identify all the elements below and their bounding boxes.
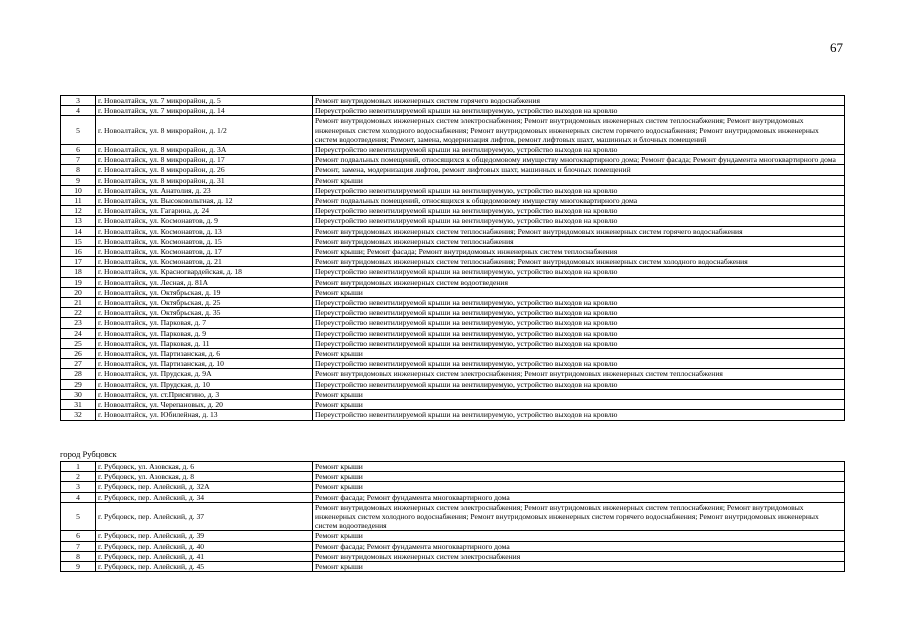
table-row bbox=[61, 277, 845, 287]
table-row bbox=[61, 106, 845, 116]
row-address: г. Новоалтайск, ул. 8 микрорайон, д. 3А bbox=[96, 145, 313, 155]
table-row bbox=[61, 492, 845, 502]
row-number: 3 bbox=[61, 96, 96, 106]
table-row bbox=[61, 531, 845, 541]
table-row bbox=[61, 400, 845, 410]
row-address: г. Новоалтайск, ул. Космонавтов, д. 21 bbox=[96, 257, 313, 267]
row-number: 24 bbox=[61, 328, 96, 338]
row-work: Ремонт крыши; Ремонт фасада; Ремонт внутридомовых инженерных систем теплоснабжения bbox=[313, 247, 845, 257]
row-number: 32 bbox=[61, 410, 96, 420]
section-title-rubtsovsk: город Рубцовск bbox=[60, 449, 117, 459]
table-row bbox=[61, 96, 845, 106]
row-number: 1 bbox=[61, 462, 96, 472]
row-address: г. Новоалтайск, ул. Партизанская, д. 10 bbox=[96, 359, 313, 369]
row-address: г. Новоалтайск, ул. 7 микрорайон, д. 14 bbox=[96, 106, 313, 116]
table-row bbox=[61, 298, 845, 308]
table-row bbox=[61, 379, 845, 389]
table-row bbox=[61, 185, 845, 195]
row-address: г. Новоалтайск, ул. Юбилейная, д. 13 bbox=[96, 410, 313, 420]
row-work: Переустройство невентилируемой крыши на вентилируемую, устройство выходов на кровлю bbox=[313, 267, 845, 277]
row-address: г. Новоалтайск, ул. Прудская, д. 10 bbox=[96, 379, 313, 389]
row-number: 8 bbox=[61, 165, 96, 175]
row-address: г. Новоалтайск, ул. 8 микрорайон, д. 31 bbox=[96, 175, 313, 185]
table-row bbox=[61, 165, 845, 175]
table-row bbox=[61, 257, 845, 267]
row-number: 11 bbox=[61, 196, 96, 206]
row-number: 28 bbox=[61, 369, 96, 379]
table-row bbox=[61, 226, 845, 236]
row-number: 6 bbox=[61, 145, 96, 155]
rubtsovsk-table-body bbox=[61, 462, 845, 572]
row-number: 14 bbox=[61, 226, 96, 236]
row-work: Ремонт внутридомовых инженерных систем теплоснабжения; Ремонт внутридомовых инженерных систем горячего водоснабжения bbox=[313, 226, 845, 236]
row-number: 30 bbox=[61, 389, 96, 399]
row-number: 17 bbox=[61, 257, 96, 267]
row-number: 26 bbox=[61, 349, 96, 359]
row-work: Ремонт внутридомовых инженерных систем электроснабжения; Ремонт внутридомовых инженерных систем теплоснабжения; Ремонт внутридомовых инженерных систем холодного водоснабжения; Ремонт внутридомовых инженерных систем горячего водоснабжения; Ремонт внутридомовых инженерных систем водоотведения bbox=[313, 502, 845, 531]
row-number: 20 bbox=[61, 287, 96, 297]
table-row bbox=[61, 389, 845, 399]
row-work: Ремонт крыши bbox=[313, 482, 845, 492]
row-work: Ремонт подвальных помещений, относящихся к общедомовому имуществу многоквартирного дома bbox=[313, 196, 845, 206]
table-row bbox=[61, 145, 845, 155]
row-number: 10 bbox=[61, 185, 96, 195]
table-row bbox=[61, 155, 845, 165]
table-row bbox=[61, 541, 845, 551]
table-row bbox=[61, 116, 845, 145]
row-address: г. Новоалтайск, ул. Черепановых, д. 20 bbox=[96, 400, 313, 410]
row-address: г. Новоалтайск, ул. Партизанская, д. 6 bbox=[96, 349, 313, 359]
row-number: 8 bbox=[61, 551, 96, 561]
row-address: г. Новоалтайск, ул. Анатолия, д. 23 bbox=[96, 185, 313, 195]
row-address: г. Рубцовск, пер. Алейский, д. 34 bbox=[96, 492, 313, 502]
table-row bbox=[61, 308, 845, 318]
table-row bbox=[61, 349, 845, 359]
novoaltaysk-table-body bbox=[61, 96, 845, 421]
row-address: г. Рубцовск, пер. Алейский, д. 39 bbox=[96, 531, 313, 541]
table-row bbox=[61, 482, 845, 492]
table-row bbox=[61, 410, 845, 420]
table-row bbox=[61, 196, 845, 206]
row-work: Ремонт подвальных помещений, относящихся к общедомовому имуществу многоквартирного дома; Ремонт фасада; Ремонт фундамента многоквартирного дома bbox=[313, 155, 845, 165]
row-address: г. Новоалтайск, ул. Гагарина, д. 24 bbox=[96, 206, 313, 216]
row-number: 7 bbox=[61, 541, 96, 551]
row-work: Переустройство невентилируемой крыши на вентилируемую, устройство выходов на кровлю bbox=[313, 318, 845, 328]
row-number: 29 bbox=[61, 379, 96, 389]
row-address: г. Новоалтайск, ул. Космонавтов, д. 9 bbox=[96, 216, 313, 226]
table-row bbox=[61, 247, 845, 257]
novoaltaysk-table bbox=[60, 95, 845, 421]
row-address: г. Рубцовск, ул. Азовская, д. 8 bbox=[96, 472, 313, 482]
row-address: г. Новоалтайск, ул. 8 микрорайон, д. 1/2 bbox=[96, 116, 313, 145]
row-work: Ремонт внутридомовых инженерных систем электроснабжения; Ремонт внутридомовых инженерных систем теплоснабжения; Ремонт внутридомовых инженерных систем холодного водоснабжения; Ремонт внутридомовых инженерных систем горячего водоснабжения; Ремонт внутридомовых инженерных систем водоотведения; Ремонт, замена, модернизация лифтов, ремонт лифтовых шахт, машинных и блочных помещений bbox=[313, 116, 845, 145]
row-address: г. Новоалтайск, ул. Высоковольтная, д. 12 bbox=[96, 196, 313, 206]
row-number: 25 bbox=[61, 338, 96, 348]
row-address: г. Новоалтайск, ул. Космонавтов, д. 13 bbox=[96, 226, 313, 236]
table-row bbox=[61, 216, 845, 226]
row-work: Ремонт крыши bbox=[313, 400, 845, 410]
table-row bbox=[61, 267, 845, 277]
row-number: 13 bbox=[61, 216, 96, 226]
table-row bbox=[61, 206, 845, 216]
table-row bbox=[61, 369, 845, 379]
row-number: 21 bbox=[61, 298, 96, 308]
table-row bbox=[61, 562, 845, 572]
row-address: г. Новоалтайск, ул. 8 микрорайон, д. 26 bbox=[96, 165, 313, 175]
row-number: 31 bbox=[61, 400, 96, 410]
row-work: Ремонт крыши bbox=[313, 389, 845, 399]
row-work: Ремонт внутридомовых инженерных систем горячего водоснабжения bbox=[313, 96, 845, 106]
row-work: Переустройство невентилируемой крыши на вентилируемую, устройство выходов на кровлю bbox=[313, 106, 845, 116]
row-work: Ремонт, замена, модернизация лифтов, ремонт лифтовых шахт, машинных и блочных помещений bbox=[313, 165, 845, 175]
row-address: г. Новоалтайск, ул. Парковая, д. 9 bbox=[96, 328, 313, 338]
row-number: 6 bbox=[61, 531, 96, 541]
row-address: г. Рубцовск, пер. Алейский, д. 40 bbox=[96, 541, 313, 551]
row-number: 9 bbox=[61, 562, 96, 572]
table-row bbox=[61, 462, 845, 472]
row-address: г. Новоалтайск, ул. Космонавтов, д. 17 bbox=[96, 247, 313, 257]
row-work: Переустройство невентилируемой крыши на вентилируемую, устройство выходов на кровлю bbox=[313, 410, 845, 420]
row-address: г. Новоалтайск, ул. Красногвардейская, д. 18 bbox=[96, 267, 313, 277]
row-work: Переустройство невентилируемой крыши на вентилируемую, устройство выходов на кровлю bbox=[313, 298, 845, 308]
row-number: 3 bbox=[61, 482, 96, 492]
table-row bbox=[61, 472, 845, 482]
table-row bbox=[61, 551, 845, 561]
row-number: 19 bbox=[61, 277, 96, 287]
row-work: Ремонт крыши bbox=[313, 287, 845, 297]
table-row bbox=[61, 359, 845, 369]
row-work: Ремонт внутридомовых инженерных систем электроснабжения bbox=[313, 551, 845, 561]
row-work: Ремонт крыши bbox=[313, 472, 845, 482]
row-work: Ремонт фасада; Ремонт фундамента многоквартирного дома bbox=[313, 492, 845, 502]
row-number: 2 bbox=[61, 472, 96, 482]
table-row bbox=[61, 236, 845, 246]
table-row bbox=[61, 318, 845, 328]
row-work: Ремонт внутридомовых инженерных систем электроснабжения; Ремонт внутридомовых инженерных систем теплоснабжения bbox=[313, 369, 845, 379]
row-address: г. Новоалтайск, ул. Парковая, д. 7 bbox=[96, 318, 313, 328]
row-address: г. Рубцовск, пер. Алейский, д. 41 bbox=[96, 551, 313, 561]
row-address: г. Рубцовск, пер. Алейский, д. 37 bbox=[96, 502, 313, 531]
row-number: 4 bbox=[61, 106, 96, 116]
row-number: 5 bbox=[61, 116, 96, 145]
row-address: г. Новоалтайск, ул. Прудская, д. 9А bbox=[96, 369, 313, 379]
row-number: 27 bbox=[61, 359, 96, 369]
row-work: Ремонт фасада; Ремонт фундамента многоквартирного дома bbox=[313, 541, 845, 551]
row-work: Ремонт внутридомовых инженерных систем водоотведения bbox=[313, 277, 845, 287]
row-work: Ремонт крыши bbox=[313, 175, 845, 185]
row-address: г. Новоалтайск, ул. Октябрьская, д. 35 bbox=[96, 308, 313, 318]
table-row bbox=[61, 287, 845, 297]
row-address: г. Новоалтайск, ул. Парковая, д. 11 bbox=[96, 338, 313, 348]
row-address: г. Новоалтайск, ул. Октябрьская, д. 19 bbox=[96, 287, 313, 297]
row-number: 5 bbox=[61, 502, 96, 531]
row-address: г. Новоалтайск, ул. ст.Присягино, д. 3 bbox=[96, 389, 313, 399]
row-number: 15 bbox=[61, 236, 96, 246]
row-address: г. Рубцовск, пер. Алейский, д. 45 bbox=[96, 562, 313, 572]
row-work: Переустройство невентилируемой крыши на вентилируемую, устройство выходов на кровлю bbox=[313, 206, 845, 216]
row-work: Переустройство невентилируемой крыши на вентилируемую, устройство выходов на кровлю bbox=[313, 185, 845, 195]
row-address: г. Новоалтайск, ул. Космонавтов, д. 15 bbox=[96, 236, 313, 246]
row-address: г. Рубцовск, пер. Алейский, д. 32А bbox=[96, 482, 313, 492]
table-row bbox=[61, 328, 845, 338]
row-number: 18 bbox=[61, 267, 96, 277]
row-work: Ремонт крыши bbox=[313, 531, 845, 541]
row-work: Переустройство невентилируемой крыши на вентилируемую, устройство выходов на кровлю bbox=[313, 338, 845, 348]
row-work: Ремонт крыши bbox=[313, 562, 845, 572]
row-address: г. Новоалтайск, ул. Октябрьская, д. 25 bbox=[96, 298, 313, 308]
page-number: 67 bbox=[830, 40, 843, 55]
table-row bbox=[61, 175, 845, 185]
row-work: Переустройство невентилируемой крыши на вентилируемую, устройство выходов на кровлю bbox=[313, 216, 845, 226]
row-work: Ремонт внутридомовых инженерных систем теплоснабжения bbox=[313, 236, 845, 246]
row-address: г. Новоалтайск, ул. 7 микрорайон, д. 5 bbox=[96, 96, 313, 106]
row-number: 9 bbox=[61, 175, 96, 185]
row-number: 22 bbox=[61, 308, 96, 318]
row-work: Переустройство невентилируемой крыши на вентилируемую, устройство выходов на кровлю bbox=[313, 145, 845, 155]
row-work: Ремонт внутридомовых инженерных систем теплоснабжения; Ремонт внутридомовых инженерных систем холодного водоснабжения bbox=[313, 257, 845, 267]
row-number: 16 bbox=[61, 247, 96, 257]
row-address: г. Новоалтайск, ул. Лесная, д. 81А bbox=[96, 277, 313, 287]
row-work: Ремонт крыши bbox=[313, 349, 845, 359]
row-number: 4 bbox=[61, 492, 96, 502]
row-number: 23 bbox=[61, 318, 96, 328]
row-number: 12 bbox=[61, 206, 96, 216]
row-number: 7 bbox=[61, 155, 96, 165]
rubtsovsk-table bbox=[60, 461, 845, 572]
row-work: Переустройство невентилируемой крыши на вентилируемую, устройство выходов на кровлю bbox=[313, 379, 845, 389]
table-row bbox=[61, 338, 845, 348]
row-address: г. Рубцовск, ул. Азовская, д. 6 bbox=[96, 462, 313, 472]
row-work: Переустройство невентилируемой крыши на вентилируемую, устройство выходов на кровлю bbox=[313, 308, 845, 318]
row-work: Переустройство невентилируемой крыши на вентилируемую, устройство выходов на кровлю bbox=[313, 328, 845, 338]
row-work: Переустройство невентилируемой крыши на вентилируемую, устройство выходов на кровлю bbox=[313, 359, 845, 369]
table-row bbox=[61, 502, 845, 531]
row-work: Ремонт крыши bbox=[313, 462, 845, 472]
row-address: г. Новоалтайск, ул. 8 микрорайон, д. 17 bbox=[96, 155, 313, 165]
